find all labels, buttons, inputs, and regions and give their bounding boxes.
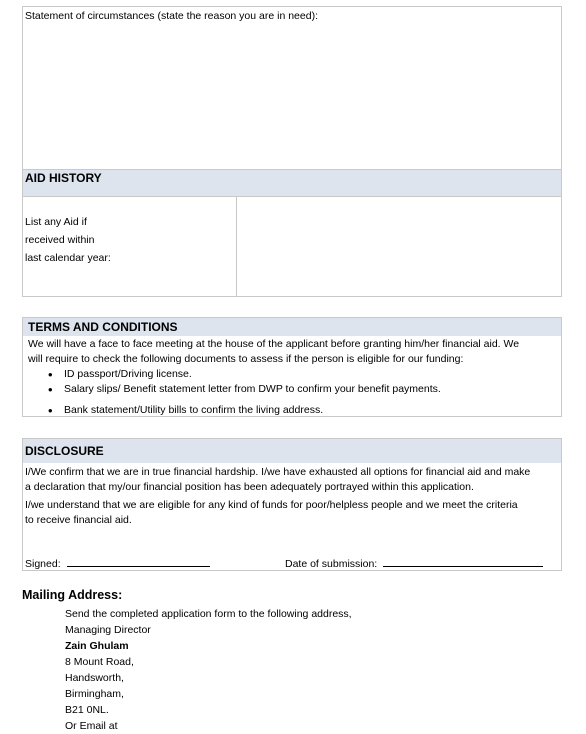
terms-heading	[23, 318, 561, 336]
circumstances-label: Statement of circumstances (state the reason you are in need):	[25, 10, 318, 22]
disclosure-p1-line: I/We confirm that we are in true financial hardship. I/we have exhausted all options for financial aid and make	[25, 466, 531, 478]
terms-section	[22, 317, 562, 417]
mailing-email-label: Or Email at	[65, 720, 118, 732]
disclosure-heading	[23, 439, 561, 463]
date-of-submission-line[interactable]	[383, 557, 543, 567]
disclosure-p2-line: to receive financial aid.	[25, 514, 132, 526]
disclosure-heading-text: DISCLOSURE	[25, 444, 104, 458]
aid-history-heading-text: AID HISTORY	[25, 171, 102, 185]
mailing-recipient-title: Managing Director	[65, 624, 151, 636]
aid-history-table	[22, 196, 562, 297]
signed-line[interactable]	[67, 557, 210, 567]
aid-history-label-line: List any Aid if	[25, 216, 87, 228]
signed-field[interactable]	[25, 557, 210, 570]
circumstances-box[interactable]	[22, 6, 562, 169]
terms-heading-text: TERMS AND CONDITIONS	[28, 320, 178, 334]
terms-bullet-item	[28, 382, 558, 397]
mailing-address-line: 8 Mount Road,	[65, 656, 134, 668]
terms-bullet-list	[28, 367, 558, 418]
aid-history-input-cell[interactable]	[237, 197, 561, 296]
aid-history-label-line: last calendar year:	[25, 252, 111, 264]
disclosure-p1-line: a declaration that my/our financial position has been adequately portrayed within this application.	[25, 481, 474, 493]
terms-intro-line: We will have a face to face meeting at the house of the applicant before granting him/her financial aid. We	[28, 338, 520, 350]
aid-history-label-cell	[23, 197, 237, 296]
terms-bullet-item	[28, 367, 558, 382]
date-of-submission-label: Date of submission:	[285, 558, 378, 570]
mailing-heading: Mailing Address:	[22, 588, 123, 602]
mailing-address-line: Birmingham,	[65, 688, 124, 700]
terms-intro-line: will require to check the following documents to assess if the person is eligible for our funding:	[28, 353, 464, 365]
mailing-postcode: B21 0NL.	[65, 704, 109, 716]
terms-bullet-text: Bank statement/Utility bills to confirm the living address.	[64, 404, 324, 416]
terms-bullet-text: Salary slips/ Benefit statement letter from DWP to confirm your benefit payments.	[64, 383, 441, 395]
disclosure-p2-line: I/we understand that we are eligible for any kind of funds for poor/helpless people and we meet the criteria	[25, 499, 518, 511]
mailing-address-block	[65, 606, 352, 734]
terms-bullet-item	[28, 403, 558, 418]
signed-label: Signed:	[25, 558, 61, 570]
mailing-recipient-name: Zain Ghulam	[65, 640, 129, 652]
aid-history-label-line: received within	[25, 234, 95, 246]
terms-bullet-text: ID passport/Driving license.	[64, 368, 192, 380]
mailing-address-line: Handsworth,	[65, 672, 124, 684]
aid-history-heading	[22, 169, 562, 197]
date-of-submission-field[interactable]	[285, 557, 543, 570]
mailing-instruction: Send the completed application form to the following address,	[65, 608, 352, 620]
disclosure-section	[22, 438, 562, 571]
